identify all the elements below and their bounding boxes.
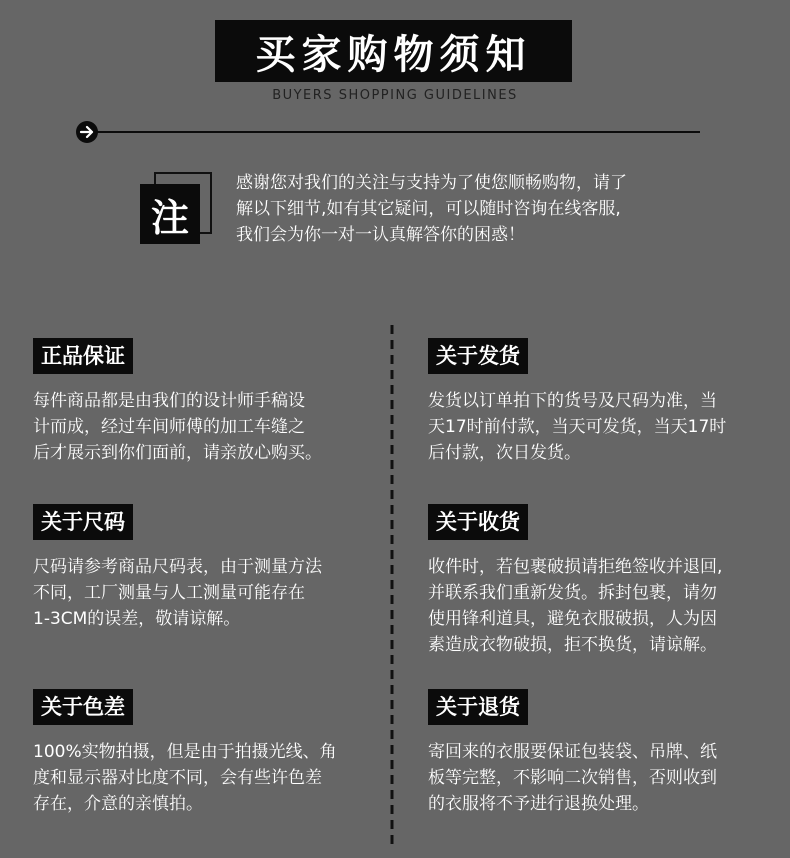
section-line: 使用锋利道具，避免衣服破损，人为因: [428, 609, 717, 629]
section-quality: [33, 338, 378, 466]
vertical-divider: [390, 325, 394, 845]
section-line: 1-3CM的误差，敬请谅解。: [33, 609, 241, 629]
section-body: [428, 739, 773, 817]
section-returns: [428, 689, 773, 817]
section-line: 度和显示器对比度不同，会有些许色差: [33, 768, 322, 788]
intro-line: 我们会为你一对一认真解答你的困惑！: [236, 225, 525, 245]
page-subtitle: BUYERS SHOPPING GUIDELINES: [272, 88, 518, 103]
section-line: 寄回来的衣服要保证包装袋、吊牌、纸: [428, 742, 717, 762]
note-badge: [140, 172, 220, 248]
section-title: 关于发货: [428, 338, 528, 374]
section-body: [428, 388, 773, 466]
arrow-divider: [75, 120, 705, 144]
section-line: 并联系我们重新发货。拆封包裹，请勿: [428, 583, 717, 603]
section-line: 每件商品都是由我们的设计师手稿设: [33, 391, 305, 411]
section-title: 关于收货: [428, 504, 528, 540]
intro-line: 解以下细节,如有其它疑问，可以随时咨询在线客服,: [236, 199, 621, 219]
section-body: [33, 554, 378, 632]
intro-line: 感谢您对我们的关注与支持为了使您顺畅购物，请了: [236, 173, 627, 193]
section-title: 关于色差: [33, 689, 133, 725]
section-title: 关于尺码: [33, 504, 133, 540]
section-line: 板等完整，不影响二次销售，否则收到: [428, 768, 717, 788]
section-line: 不同，工厂测量与人工测量可能存在: [33, 583, 305, 603]
note-badge-label: 注: [140, 184, 200, 244]
section-line: 存在，介意的亲慎拍。: [33, 794, 203, 814]
section-line: 计而成，经过车间师傅的加工车缝之: [33, 417, 305, 437]
page-title: 买家购物须知: [215, 20, 572, 82]
section-shipping: [428, 338, 773, 466]
section-line: 尺码请参考商品尺码表，由于测量方法: [33, 557, 322, 577]
section-body: [33, 739, 378, 817]
section-line: 素造成衣物破损，拒不换货，请谅解。: [428, 635, 717, 655]
section-line: 收件时，若包裹破损请拒绝签收并退回,: [428, 557, 723, 577]
section-title: 关于退货: [428, 689, 528, 725]
section-body: [33, 388, 378, 466]
intro-text: [236, 170, 666, 248]
section-receiving: [428, 504, 773, 658]
arrow-circle-icon: [76, 121, 98, 143]
section-body: [428, 554, 773, 658]
section-line: 100%实物拍摄，但是由于拍摄光线、角: [33, 742, 337, 762]
section-line: 后付款，次日发货。: [428, 443, 581, 463]
section-size: [33, 504, 378, 632]
section-line: 的衣服将不予进行退换处理。: [428, 794, 649, 814]
section-line: 后才展示到你们面前，请亲放心购买。: [33, 443, 322, 463]
section-line: 天17时前付款，当天可发货，当天17时: [428, 417, 727, 437]
section-line: 发货以订单拍下的货号及尺码为准，当: [428, 391, 717, 411]
section-color: [33, 689, 378, 817]
section-title: 正品保证: [33, 338, 133, 374]
